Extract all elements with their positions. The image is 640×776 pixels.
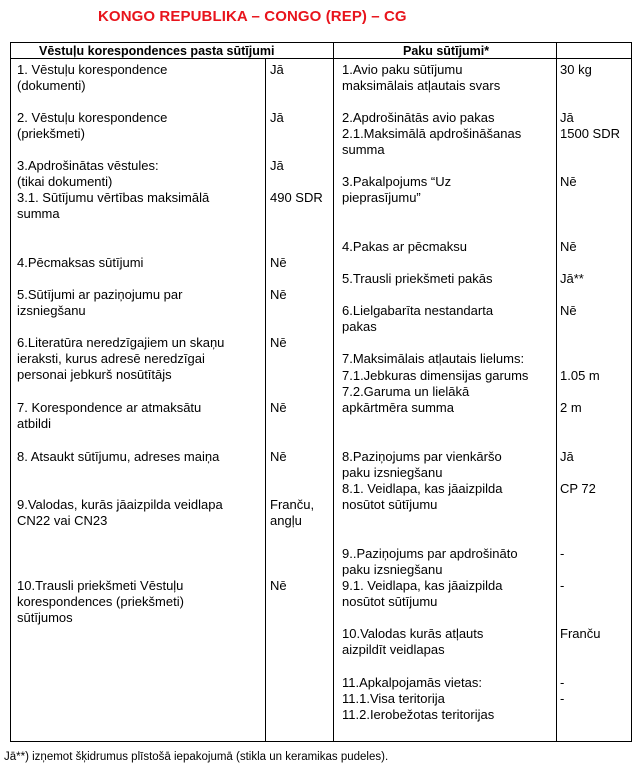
right-item-value: Franču [560,626,601,641]
right-item-value: Jā** [560,271,584,286]
right-item-label: 5.Trausli priekšmeti pakās [342,271,493,286]
left-value-divider [265,58,266,741]
page-title: KONGO REPUBLIKA – CONGO (REP) – CG [98,8,407,25]
right-item-label: 11.Apkalpojamās vietas: 11.1.Visa teritorija 11.2.Ierobežotas teritorijas [342,675,495,722]
right-item-value: Nē [560,174,577,189]
right-item-label: 2.Apdrošinātās avio pakas 2.1.Maksimālā apdrošināšanas summa [342,110,522,157]
right-item-label: 1.Avio paku sūtījumu maksimālais atļautais svars [342,62,501,93]
section-divider [333,43,334,741]
right-item-label: 7.Maksimālais atļautais lielums: [342,351,525,366]
header-letter-mail: Vēstuļu korespondences pasta sūtījumi [39,44,275,58]
right-item-label: 3.Pakalpojums “Uz pieprasījumu” [342,174,452,205]
left-item-value: Nē [270,578,287,593]
left-item-label: 3.1. Sūtījumu vērtības maksimālā summa [17,190,210,221]
left-item-label: 10.Trausli priekšmeti Vēstuļu korespondences (priekšmeti) sūtījumos [17,578,184,625]
right-item-value: - [560,578,565,593]
right-item-value: Nē [560,239,577,254]
right-item-value: 30 kg [560,62,592,77]
left-item-label: 2. Vēstuļu korespondence (priekšmeti) [17,110,168,141]
left-item-value: Jā [270,110,284,125]
right-item-value: 1.05 m [560,368,600,383]
right-item-value: Jā [560,449,574,464]
header-divider [11,58,631,59]
left-item-value: Franču, angļu [270,497,315,528]
right-item-label: 8.1. Veidlapa, kas jāaizpilda nosūtot sūtījumu [342,481,503,512]
right-item-label: 4.Pakas ar pēcmaksu [342,239,468,254]
services-table [10,42,632,742]
left-item-value: Nē [270,449,287,464]
left-item-label: 1. Vēstuļu korespondence (dokumenti) [17,62,168,93]
right-item-label: 9.1. Veidlapa, kas jāaizpilda nosūtot sūtījumu [342,578,503,609]
right-item-label: 10.Valodas kurās atļauts aizpildīt veidlapas [342,626,484,657]
left-item-label: 9.Valodas, kurās jāaizpilda veidlapa CN22 vai CN23 [17,497,223,528]
left-item-value: Jā [270,158,284,173]
left-item-value: Nē [270,255,287,270]
right-item-label: 7.2.Garuma un lielākā apkārtmēra summa [342,384,470,415]
right-item-label: 9..Paziņojums par apdrošināto paku izsniegšanu [342,546,518,577]
left-item-value: Jā [270,62,284,77]
header-parcels: Paku sūtījumi* [403,44,490,58]
right-item-value: CP 72 [560,481,596,496]
right-item-value: 2 m [560,400,582,415]
right-item-value: - [560,546,565,561]
left-item-label: 5.Sūtījumi ar paziņojumu par izsniegšanu [17,287,183,318]
right-item-value: Jā 1500 SDR [560,110,620,141]
left-item-value: Nē [270,335,287,350]
left-item-label: 3.Apdrošinātas vēstules: (tikai dokumenti) [17,158,159,189]
right-value-divider [556,43,557,741]
right-item-label: 7.1.Jebkuras dimensijas garums [342,368,529,383]
left-item-label: 7. Korespondence ar atmaksātu atbildi [17,400,202,431]
left-item-value: Nē [270,287,287,302]
right-item-label: 8.Paziņojums par vienkāršo paku izsniegšanu [342,449,502,480]
right-item-label: 6.Lielgabarīta nestandarta pakas [342,303,494,334]
right-item-value: Nē [560,303,577,318]
left-item-value: 490 SDR [270,190,323,205]
left-item-value: Nē [270,400,287,415]
footnote: Jā**) izņemot šķidrumus plīstošā iepakojumā (stikla un keramikas pudeles). [4,751,389,763]
left-item-label: 4.Pēcmaksas sūtījumi [17,255,144,270]
left-item-label: 6.Literatūra neredzīgajiem un skaņu ieraksti, kurus adresē neredzīgai personai jebkurš nosūtītājs [17,335,225,382]
left-item-label: 8. Atsaukt sūtījumu, adreses maiņa [17,449,220,464]
right-item-value: - - [560,675,565,706]
